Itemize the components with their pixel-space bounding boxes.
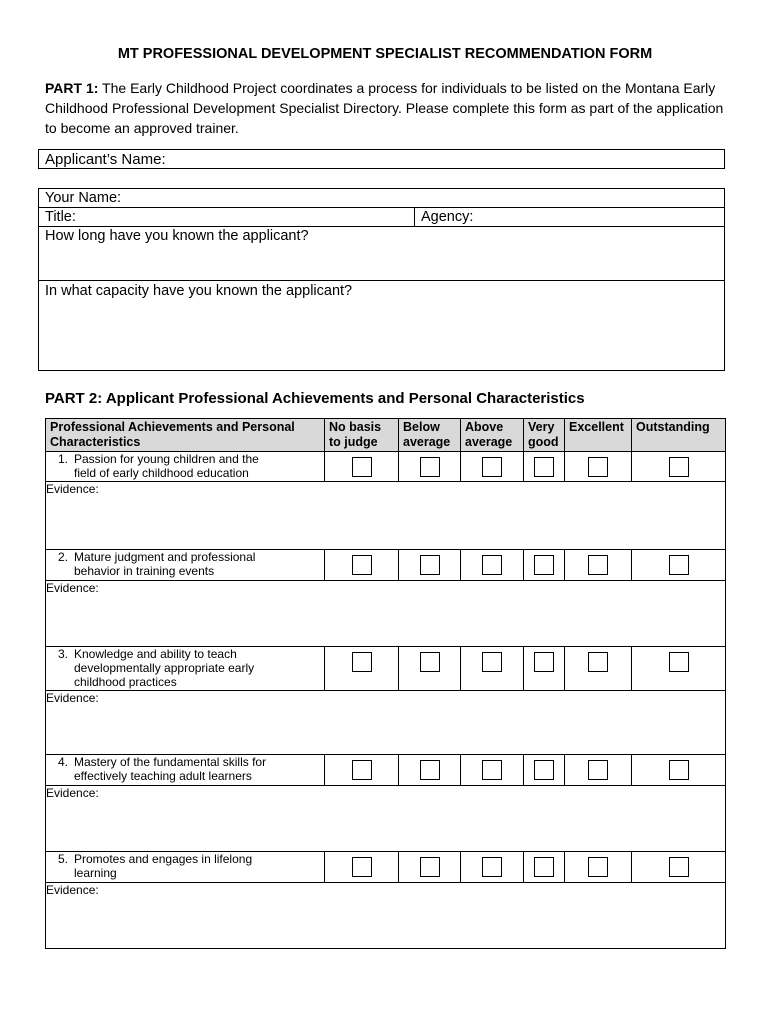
checkbox-no-basis[interactable] (352, 457, 372, 477)
checkbox-above-average[interactable] (482, 857, 502, 877)
checkbox-below-average[interactable] (420, 652, 440, 672)
criterion-number: 1. (57, 452, 68, 466)
checkbox-very-good[interactable] (534, 652, 554, 672)
agency-field[interactable] (414, 208, 473, 226)
header-no-basis: No basis to judge (325, 419, 399, 452)
evidence-row[interactable] (46, 691, 726, 755)
table-header-row (46, 419, 726, 452)
table-row (46, 452, 726, 482)
checkbox-very-good[interactable] (534, 555, 554, 575)
checkbox-below-average[interactable] (420, 857, 440, 877)
header-below-average: Below average (399, 419, 461, 452)
capacity-label: In what capacity have you known the applicant? (45, 283, 353, 299)
title-field[interactable]: Title: (45, 209, 76, 225)
criterion-text: Promotes and engages in lifelong learning (74, 852, 253, 880)
form-title: MT PROFESSIONAL DEVELOPMENT SPECIALIST RECOMMENDATION FORM (117, 46, 653, 62)
checkbox-above-average[interactable] (482, 555, 502, 575)
table-row (46, 647, 726, 691)
criterion-3 (46, 647, 325, 691)
checkbox-outstanding[interactable] (669, 857, 689, 877)
evidence-row[interactable] (46, 581, 726, 647)
checkbox-outstanding[interactable] (669, 457, 689, 477)
your-name-field[interactable] (39, 189, 724, 208)
capacity-field[interactable] (39, 281, 724, 370)
evidence-field[interactable]: Evidence: (46, 581, 726, 647)
part1-label: PART 1: (45, 80, 99, 96)
part1-text: The Early Childhood Project coordinates a process for individuals to be listed on the Montana Early Childhood Professional Development Specialist Directory. Please complete this form as part of the application to become an approved trainer. (45, 80, 724, 136)
how-long-label: How long have you known the applicant? (45, 228, 309, 244)
checkbox-excellent[interactable] (588, 857, 608, 877)
table-row (46, 852, 726, 883)
criterion-text: Passion for young children and the field of early childhood education (74, 452, 259, 480)
applicant-name-label: Applicant’s Name: (45, 151, 166, 168)
criterion-number: 3. (57, 647, 68, 661)
criterion-2 (46, 550, 325, 581)
header-above-average: Above average (461, 419, 524, 452)
checkbox-excellent[interactable] (588, 555, 608, 575)
criterion-5 (46, 852, 325, 883)
criterion-number: 5. (57, 852, 68, 866)
checkbox-outstanding[interactable] (669, 652, 689, 672)
table-row (46, 550, 726, 581)
checkbox-very-good[interactable] (534, 457, 554, 477)
checkbox-excellent[interactable] (588, 652, 608, 672)
checkbox-below-average[interactable] (420, 457, 440, 477)
checkbox-above-average[interactable] (482, 457, 502, 477)
criterion-4 (46, 755, 325, 786)
criterion-number: 4. (57, 755, 68, 769)
header-excellent: Excellent (565, 419, 632, 452)
header-characteristics: Professional Achievements and Personal Characteristics (46, 419, 325, 452)
title-agency-row (39, 208, 724, 227)
checkbox-no-basis[interactable] (352, 555, 372, 575)
criterion-text: Mastery of the fundamental skills for effectively teaching adult learners (74, 755, 267, 783)
checkbox-outstanding[interactable] (669, 760, 689, 780)
checkbox-no-basis[interactable] (352, 652, 372, 672)
criterion-number: 2. (57, 550, 68, 564)
checkbox-above-average[interactable] (482, 760, 502, 780)
evidence-field[interactable]: Evidence: (46, 883, 726, 949)
evidence-row[interactable] (46, 786, 726, 852)
applicant-name-field[interactable] (38, 149, 725, 169)
evidence-row[interactable] (46, 883, 726, 949)
checkbox-very-good[interactable] (534, 760, 554, 780)
evidence-row[interactable] (46, 482, 726, 550)
evidence-field[interactable]: Evidence: (46, 482, 726, 550)
checkbox-very-good[interactable] (534, 857, 554, 877)
part2-heading: PART 2: Applicant Professional Achievements and Personal Characteristics (45, 390, 585, 407)
checkbox-excellent[interactable] (588, 457, 608, 477)
evidence-field[interactable]: Evidence: (46, 786, 726, 852)
how-long-field[interactable] (39, 227, 724, 281)
your-name-label: Your Name: (45, 190, 122, 206)
criterion-1 (46, 452, 325, 482)
criterion-text: Knowledge and ability to teach developmentally appropriate early childhood practices (74, 647, 255, 689)
checkbox-below-average[interactable] (420, 760, 440, 780)
table-row (46, 755, 726, 786)
criterion-text: Mature judgment and professional behavior in training events (74, 550, 256, 578)
checkbox-no-basis[interactable] (352, 857, 372, 877)
checkbox-excellent[interactable] (588, 760, 608, 780)
header-very-good: Very good (524, 419, 565, 452)
header-outstanding: Outstanding (632, 419, 726, 452)
checkbox-below-average[interactable] (420, 555, 440, 575)
agency-label: Agency: (421, 209, 474, 225)
checkbox-outstanding[interactable] (669, 555, 689, 575)
evidence-field[interactable]: Evidence: (46, 691, 726, 755)
recommender-details (38, 188, 725, 371)
ratings-table (45, 418, 726, 949)
checkbox-above-average[interactable] (482, 652, 502, 672)
checkbox-no-basis[interactable] (352, 760, 372, 780)
part1-intro (45, 78, 735, 138)
